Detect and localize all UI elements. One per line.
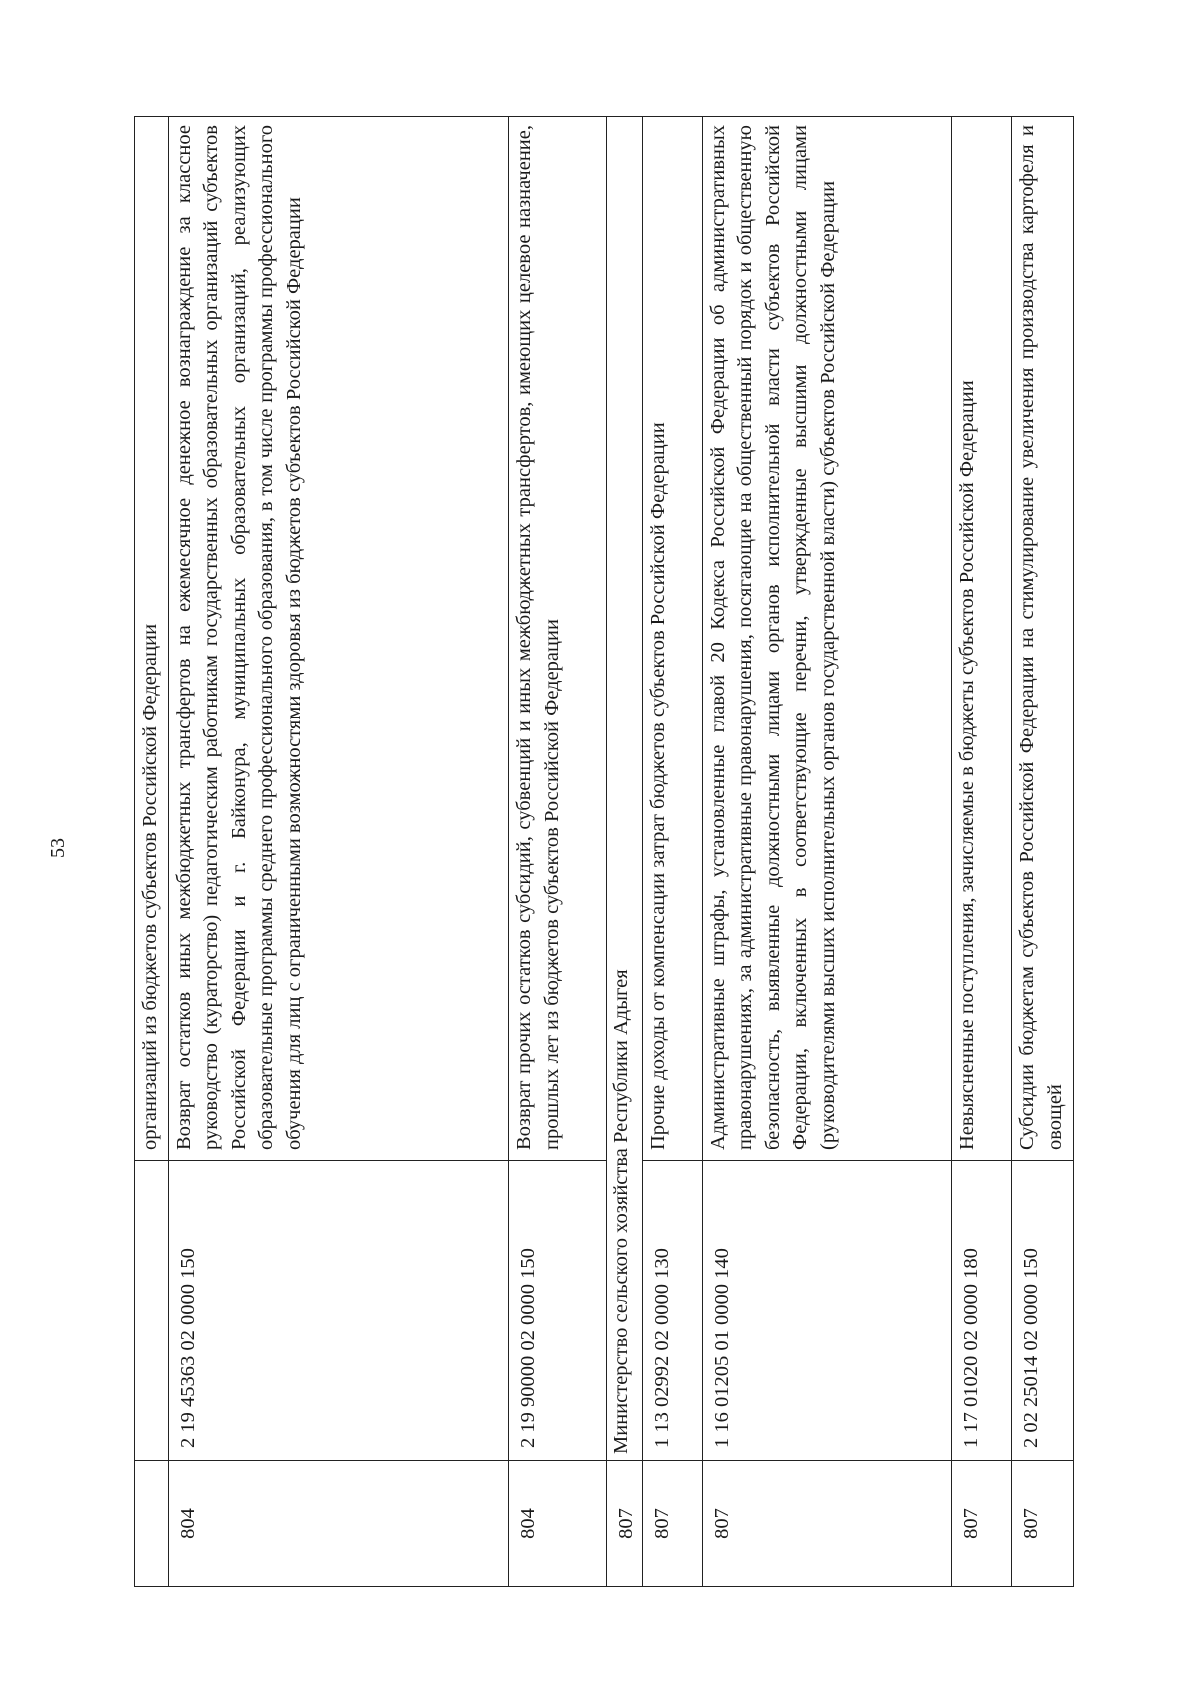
income-name-cell: организаций из бюджетов субъектов Российской Федерации — [135, 117, 169, 1161]
table-row — [135, 117, 169, 1587]
admin-code-cell: 804 — [509, 1461, 607, 1587]
budget-code-cell: 2 02 25014 02 0000 150 — [1012, 1161, 1074, 1461]
section-title-cell: Министерство сельского хозяйства Республики Адыгея — [607, 117, 643, 1461]
income-name-cell: Возврат прочих остатков субсидий, субвенций и иных межбюджетных трансфертов, имеющих целевое назначение, прошлых лет из бюджетов субъектов Российской Федерации — [509, 117, 607, 1161]
budget-code-cell: 1 17 01020 02 0000 180 — [952, 1161, 1012, 1461]
income-codes-table — [134, 116, 1074, 1587]
section-row — [607, 117, 643, 1587]
admin-code-cell: 807 — [1012, 1461, 1074, 1587]
admin-code-cell: 807 — [952, 1461, 1012, 1587]
budget-code-cell — [135, 1161, 169, 1461]
income-name-cell: Субсидии бюджетам субъектов Российской Федерации на стимулирование увеличения производства картофеля и овощей — [1012, 117, 1074, 1161]
budget-code-cell: 1 13 02992 02 0000 130 — [642, 1161, 702, 1461]
table-row — [168, 117, 509, 1587]
income-name-cell: Невыясненные поступления, зачисляемые в бюджеты субъектов Российской Федерации — [952, 117, 1012, 1161]
budget-code-cell: 2 19 90000 02 0000 150 — [509, 1161, 607, 1461]
table-row — [642, 117, 702, 1587]
table-row — [702, 117, 952, 1587]
income-name-cell: Прочие доходы от компенсации затрат бюджетов субъектов Российской Федерации — [642, 117, 702, 1161]
admin-code-cell: 807 — [702, 1461, 952, 1587]
budget-code-cell: 1 16 01205 01 0000 140 — [702, 1161, 952, 1461]
income-name-cell: Возврат остатков иных межбюджетных трансфертов на ежемесячное денежное вознаграждение за классное руководство (кураторство) педагогическим работникам государственных образовательных организаций субъектов Российской Федерации и г. Байконура, муниципальных образовательных организаций, реализующих образовательные программы среднего профессионального образования, в том числе программы профессионального обучения для лиц с ограниченными возможностями здоровья из бюджетов субъектов Российской Федерации — [168, 117, 509, 1161]
rotated-page-content — [134, 117, 1074, 1587]
table-row — [1012, 117, 1074, 1587]
table-row — [952, 117, 1012, 1587]
budget-code-cell: 2 19 45363 02 0000 150 — [168, 1161, 509, 1461]
admin-code-cell: 807 — [642, 1461, 702, 1587]
income-name-cell: Административные штрафы, установленные главой 20 Кодекса Российской Федерации об административных правонарушениях, за административные правонарушения, посягающие на общественный порядок и общественную безопасность, выявленные должностными лицами органов исполнительной власти субъектов Российской Федерации, включенных в соответствующие перечни, утвержденные высшими должностными лицами (руководителями высших исполнительных органов государственной власти) субъектов Российской Федерации — [702, 117, 952, 1161]
page-number: 53 — [47, 838, 69, 858]
admin-code-cell — [135, 1461, 169, 1587]
admin-code-cell: 807 — [607, 1461, 643, 1587]
table-row — [509, 117, 607, 1587]
admin-code-cell: 804 — [168, 1461, 509, 1587]
